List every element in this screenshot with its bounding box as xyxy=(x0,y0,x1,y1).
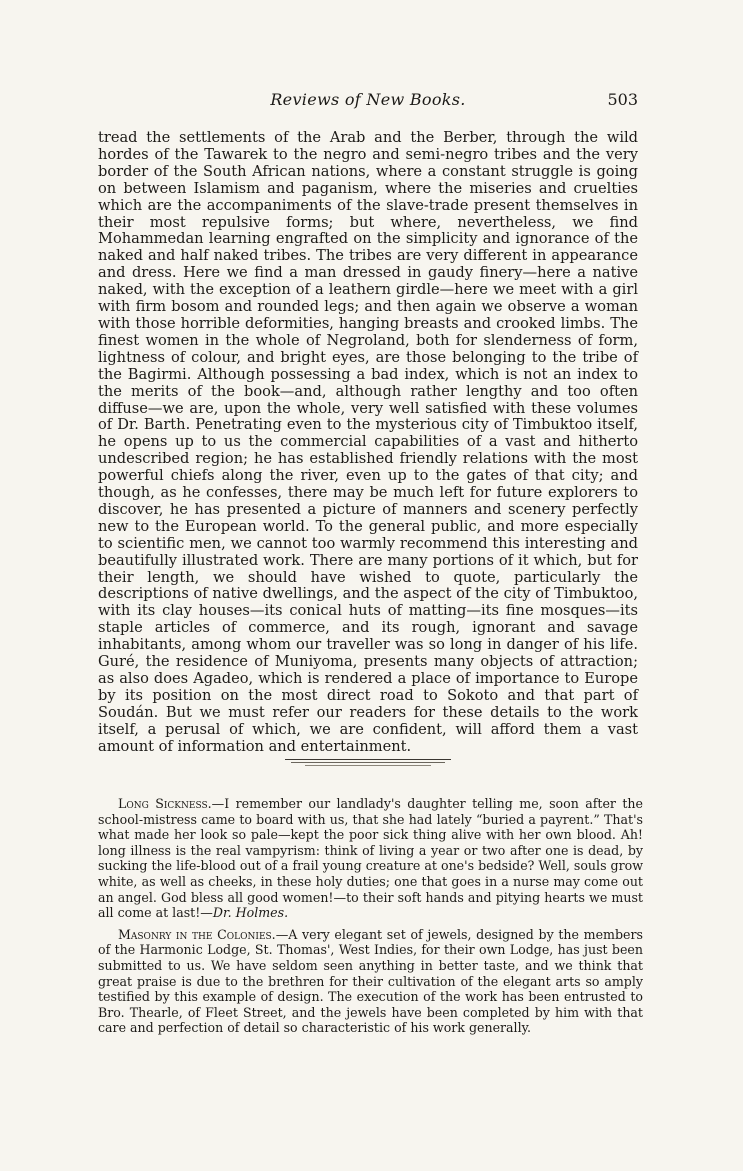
note-body: —I remember our landlady's daughter telling me, soon after the school-mistress came to board with us, that she had lately “buried a payrent.” That's what made her look so pale—kept the poor sick thing alive with her own blood. Ah! long illness is the real vampyrism: think of living a year or two after one is dead, by sucking the life-blood out of a frail young creature at one's bedside? Well, souls grow white, as well as cheeks, in these holy duties; one that goes in a nurse may come out an angel. God bless all good women!—to their soft hands and pitying hearts we must all come at last!— xyxy=(98,796,643,921)
note-body: —A very elegant set of jewels, designed by the members of the Harmonic Lodge, St. Thomas', West Indies, for their own Lodge, has just been submitted to us. We have seldom seen anything in better taste, and we think that great praise is due to the brethren for their cultivation of the elegant arts so amply testified by this example of design. The execution of the work has been entrusted to Bro. Thearle, of Fleet Street, and the jewels have been completed by him with that care and perfection of detail so characteristic of his work generally. xyxy=(98,926,643,1036)
note-long-sickness xyxy=(98,796,643,921)
review-paragraph: tread the settlements of the Arab and the Berber, through the wild hordes of the Tawarek to the negro and semi-negro tribes and the very border of the South African nations, where a constant struggle is going on between Islamism and paganism, where the miseries and cruelties which are the accompaniments of the slave-trade present themselves in their most repulsive forms; but where, nevertheless, we find Mohammedan learning engrafted on the simplicity and ignorance of the naked and half naked tribes. The tribes are very different in appearance and dress. Here we find a man dressed in gaudy finery—here a native naked, with the exception of a leathern girdle—here we meet with a girl with firm bosom and rounded legs; and then again we observe a woman with those horrible deformities, hanging breasts and crooked limbs. The finest women in the whole of Negroland, both for slenderness of form, lightness of colour, and bright eyes, are those belonging to the tribe of the Bagirmi. Although possessing a bad index, which is not an index to the merits of the book—and, although rather lengthy and too often diffuse—we are, upon the whole, very well satisfied with these volumes of Dr. Barth. Penetrating even to the mysterious city of Timbuktoo itself, he opens up to us the commercial capabilities of a vast and hitherto undescribed region; he has established friendly relations with the most powerful chiefs along the river, even up to the gates of that city; and though, as he confesses, there may be much left for future explorers to discover, he has presented a picture of manners and scenery perfectly new to the European world. To the general public, and more especially to scientific men, we cannot too warmly recommend this interesting and beautifully illustrated work. There are many portions of it which, but for their length, we should have wished to quote, particularly the descriptions of native dwellings, and the aspect of the city of Timbuktoo, with its clay houses—its conical huts of matting—its fine mosques—its staple articles of commerce, and its rough, ignorant and savage inhabitants, among whom our traveller was so long in danger of his life. Guré, the residence of Muniyoma, presents many objects of attraction; as also does Agadeo, which is rendered a place of importance to Europe by its position on the most direct road to Sokoto and that part of Soudán. But we must refer our readers for these details to the work itself, a perusal of which, we are confident, will afford them a vast amount of information and entertainment. xyxy=(98,129,638,755)
note-heading: Long Sickness. xyxy=(118,796,212,811)
notes-section xyxy=(98,796,643,1042)
section-divider xyxy=(285,757,451,767)
page-number: 503 xyxy=(607,90,638,109)
running-title: Reviews of New Books. xyxy=(270,90,466,109)
note-attribution: Dr. Holmes. xyxy=(212,905,289,921)
note-heading: Masonry in the Colonies. xyxy=(118,926,276,942)
note-masonry-in-colonies xyxy=(98,927,643,1036)
review-body xyxy=(98,130,638,756)
running-head xyxy=(98,90,638,112)
